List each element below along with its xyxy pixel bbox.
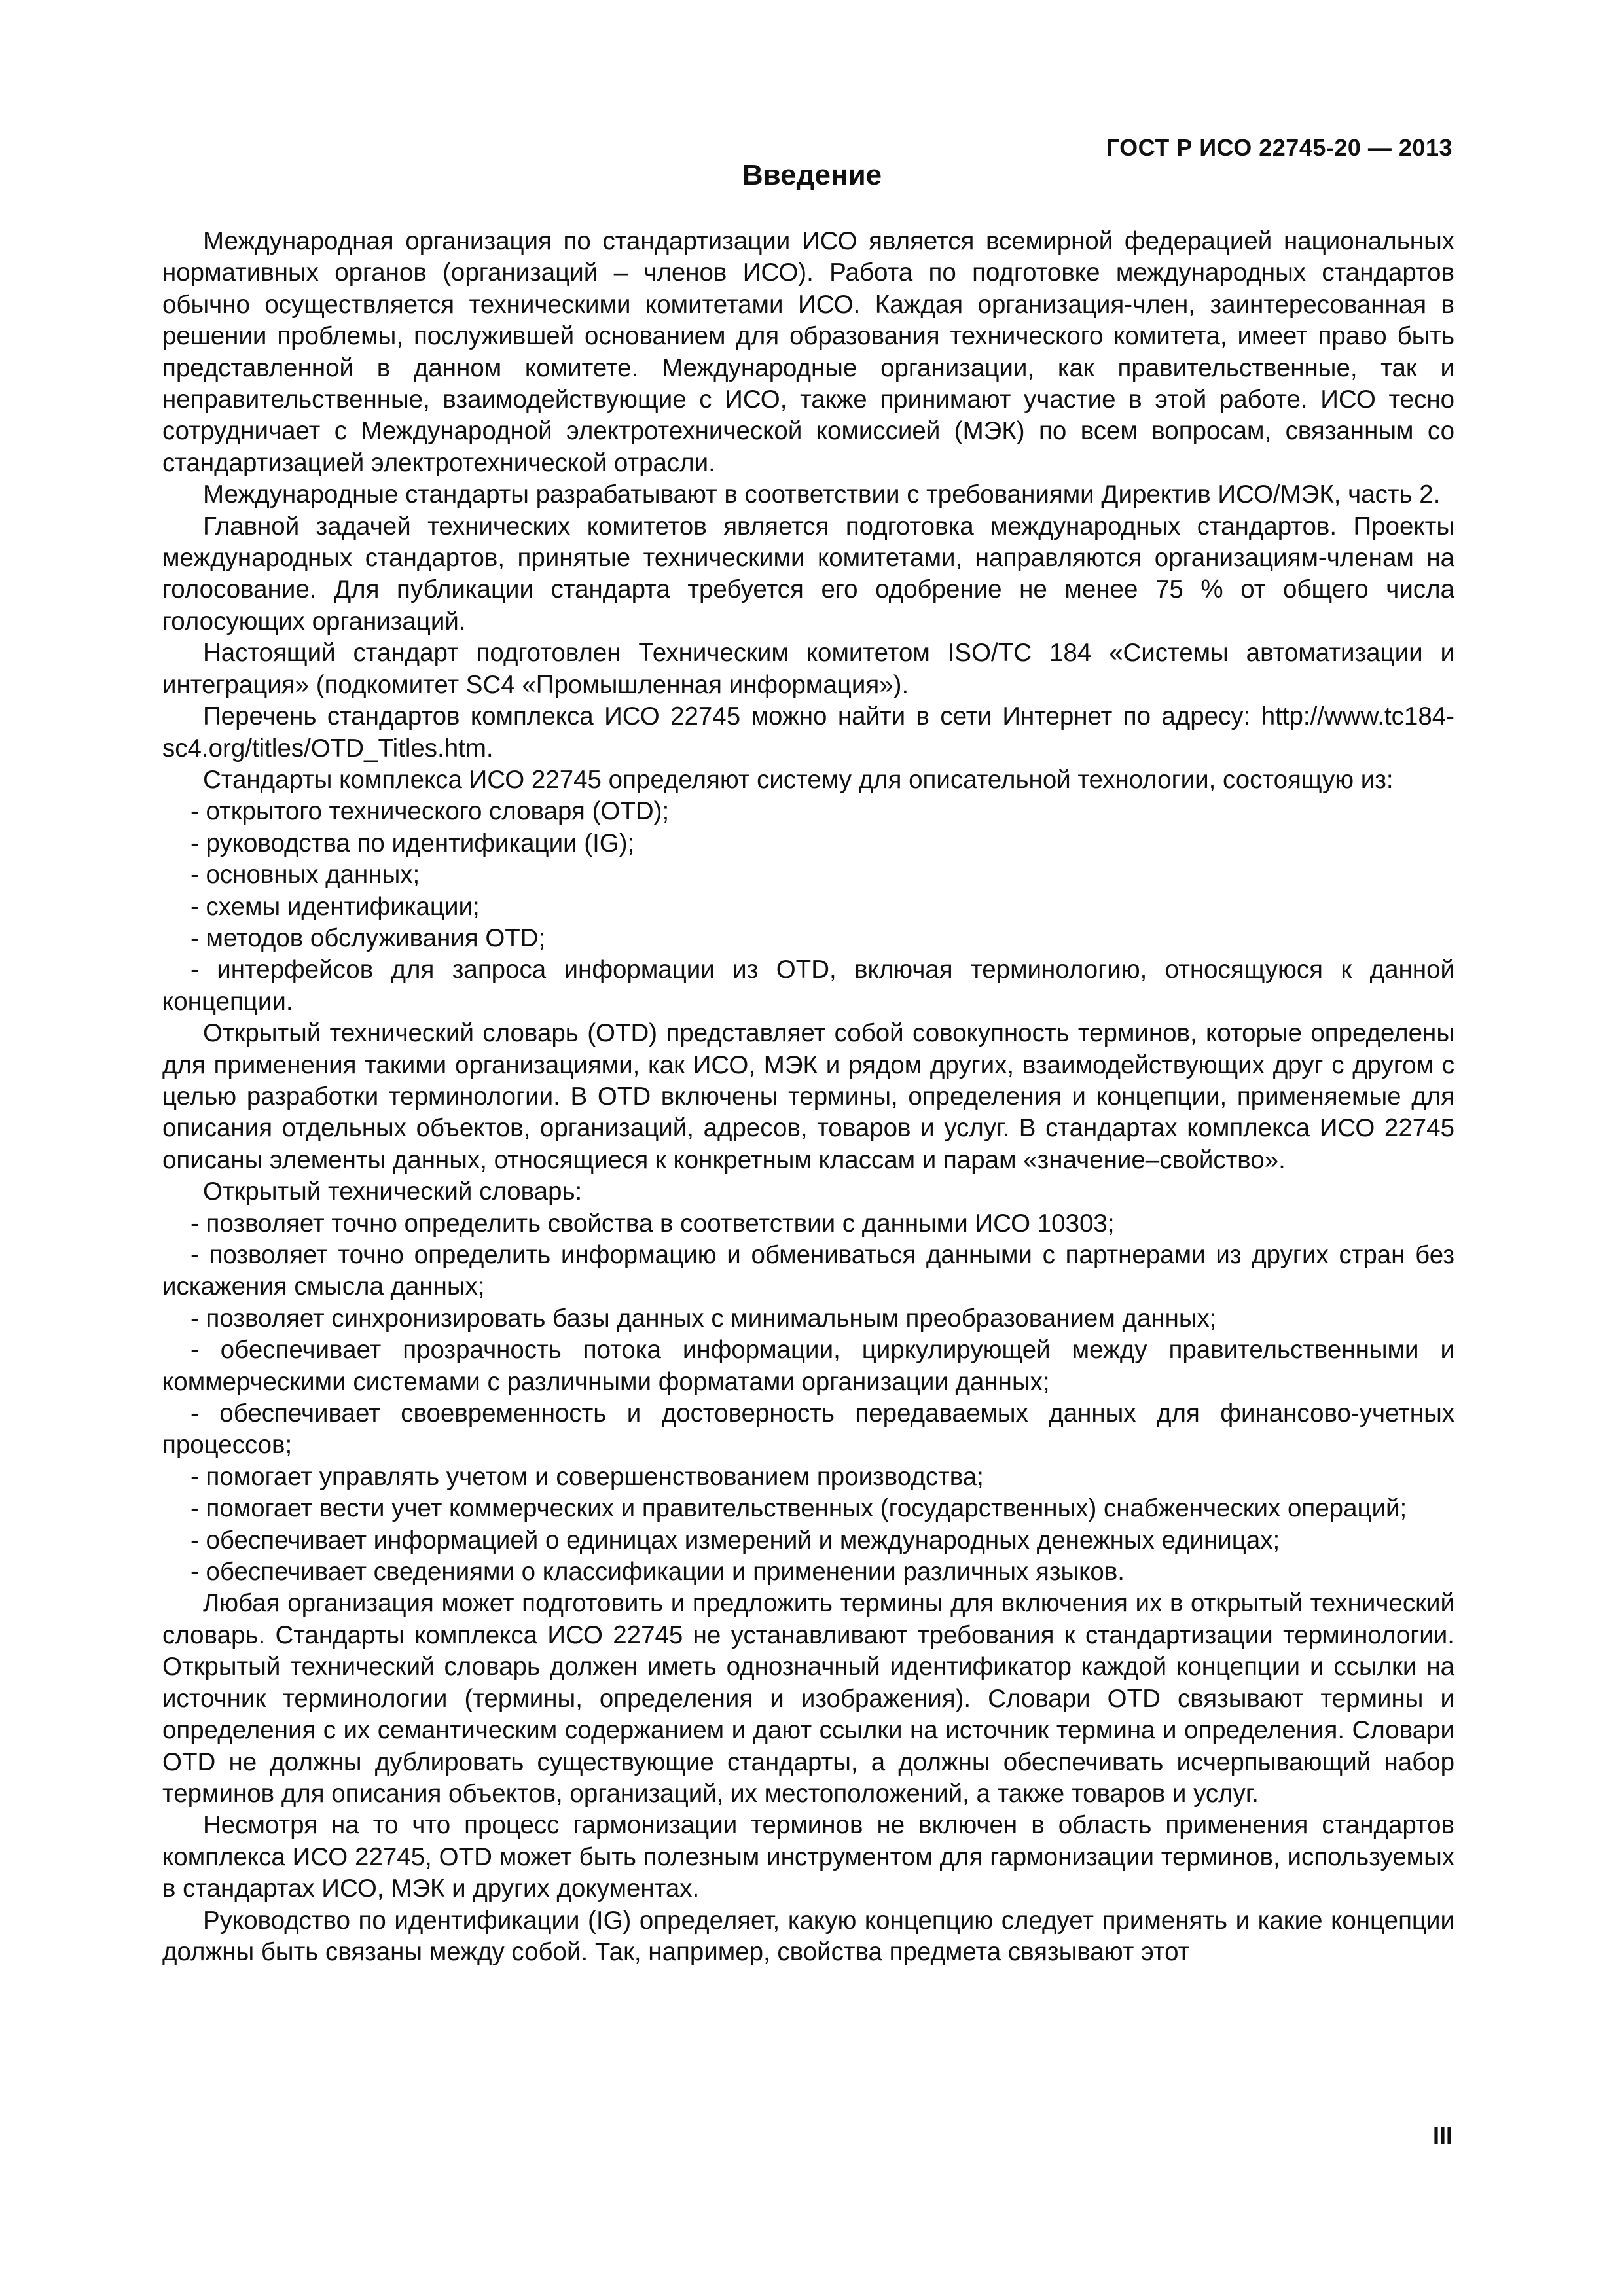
list-item: - схемы идентификации;: [190, 892, 480, 921]
body-text: [162, 226, 1454, 1968]
section-title: Введение: [742, 159, 882, 191]
list-item: - обеспечивает сведениями о классификации и применении различных языков.: [190, 1558, 1125, 1587]
paragraph: Стандарты комплекса ИСО 22745 определяют систему для описательной технологии, состоящую из:: [203, 765, 1394, 794]
list-item: - обеспечивает своевременность и достоверность передаваемых данных для финансово-учетных процессов;: [162, 1399, 1454, 1460]
paragraph: Открытый технический словарь:: [203, 1177, 583, 1206]
paragraph: Несмотря на то что процесс гармонизации терминов не включен в область применения стандартов комплекса ИСО 22745, OTD может быть полезным инструментом для гармонизации терминов, используемых в стандартах ИСО, МЭК и других документах.: [162, 1811, 1454, 1903]
paragraph: Международные стандарты разрабатывают в соответствии с требованиями Директив ИСО/МЭК, часть 2.: [203, 480, 1441, 509]
list-item: - позволяет синхронизировать базы данных с минимальным преобразованием данных;: [190, 1304, 1217, 1333]
paragraph: Перечень стандартов комплекса ИСО 22745 можно найти в сети Интернет по адресу: http://www.tc184-sc4.org/titles/OTD_Titles.htm.: [162, 702, 1454, 762]
page-number: III: [1432, 2122, 1453, 2149]
list-item: - обеспечивает прозрачность потока информации, циркулирующей между правительственными и коммерческими системами с различными форматами организации данных;: [162, 1336, 1454, 1396]
paragraph: Любая организация может подготовить и предложить термины для включения их в открытый технический словарь. Стандарты комплекса ИСО 22745 не устанавливают требования к стандартизации терминологии. Открытый технический словарь должен иметь однозначный идентификатор каждой концепции и ссылки на источник терминологии (термины, определения и изображения). Словари OTD связывают термины и определения с их семантическим содержанием и дают ссылки на источник термина и определения. Словари OTD не должны дублировать существующие стандарты, а должны обеспечивать исчерпывающий набор терминов для описания объектов, организаций, их местоположений, а также товаров и услуг.: [162, 1589, 1454, 1808]
list-item: - обеспечивает информацией о единицах измерений и международных денежных единицах;: [190, 1526, 1280, 1554]
document-code: ГОСТ Р ИСО 22745-20 — 2013: [1106, 134, 1453, 161]
paragraph: Руководство по идентификации (IG) определяет, какую концепцию следует применять и какие концепции должны быть связаны между собой. Так, например, свойства предмета связывают этот: [162, 1906, 1454, 1966]
list-item: - помогает вести учет коммерческих и правительственных (государственных) снабженческих операций;: [190, 1494, 1407, 1523]
paragraph: Настоящий стандарт подготовлен Техническим комитетом ISO/TC 184 «Системы автоматизации и интеграция» (подкомитет SC4 «Промышленная информация»).: [162, 639, 1454, 699]
list-item: - интерфейсов для запроса информации из OTD, включая терминологию, относящуюся к данной концепции.: [162, 956, 1454, 1016]
list-item: - открытого технического словаря (OTD);: [190, 797, 670, 826]
list-item: - методов обслуживания OTD;: [190, 924, 546, 952]
paragraph: Международная организация по стандартизации ИСО является всемирной федерацией национальных нормативных органов (организаций – членов ИСО). Работа по подготовке международных стандартов обычно осуществляется техническими комитетами ИСО. Каждая организация-член, заинтересованная в решении проблемы, послужившей основанием для образования технического комитета, имеет право быть представленной в данном комитете. Международные организации, как правительственные, так и неправительственные, взаимодействующие с ИСО, также принимают участие в этой работе. ИСО тесно сотрудничает с Международной электротехнической комиссией (МЭК) по всем вопросам, связанным со стандартизацией электротехнической отрасли.: [162, 227, 1454, 477]
list-item: - позволяет точно определить свойства в соответствии с данными ИСО 10303;: [190, 1209, 1115, 1238]
paragraph: Главной задачей технических комитетов является подготовка международных стандартов. Проекты международных стандартов, принятые техническими комитетами, направляются организациям-членам на голосование. Для публикации стандарта требуется его одобрение не менее 75 % от общего числа голосующих организаций.: [162, 512, 1454, 636]
list-item: - руководства по идентификации (IG);: [190, 829, 635, 857]
list-item: - помогает управлять учетом и совершенствованием производства;: [190, 1462, 984, 1491]
paragraph: Открытый технический словарь (OTD) представляет собой совокупность терминов, которые определены для применения такими организациями, как ИСО, МЭК и рядом других, взаимодействующих друг с другом с целью разработки терминологии. В OTD включены термины, определения и концепции, применяемые для описания отдельных объектов, организаций, адресов, товаров и услуг. В стандартах комплекса ИСО 22745 описаны элементы данных, относящиеся к конкретным классам и парам «значение–свойство».: [162, 1019, 1454, 1174]
list-item: - основных данных;: [190, 861, 420, 889]
list-item: - позволяет точно определить информацию и обмениваться данными с партнерами из других стран без искажения смысла данных;: [162, 1241, 1454, 1301]
